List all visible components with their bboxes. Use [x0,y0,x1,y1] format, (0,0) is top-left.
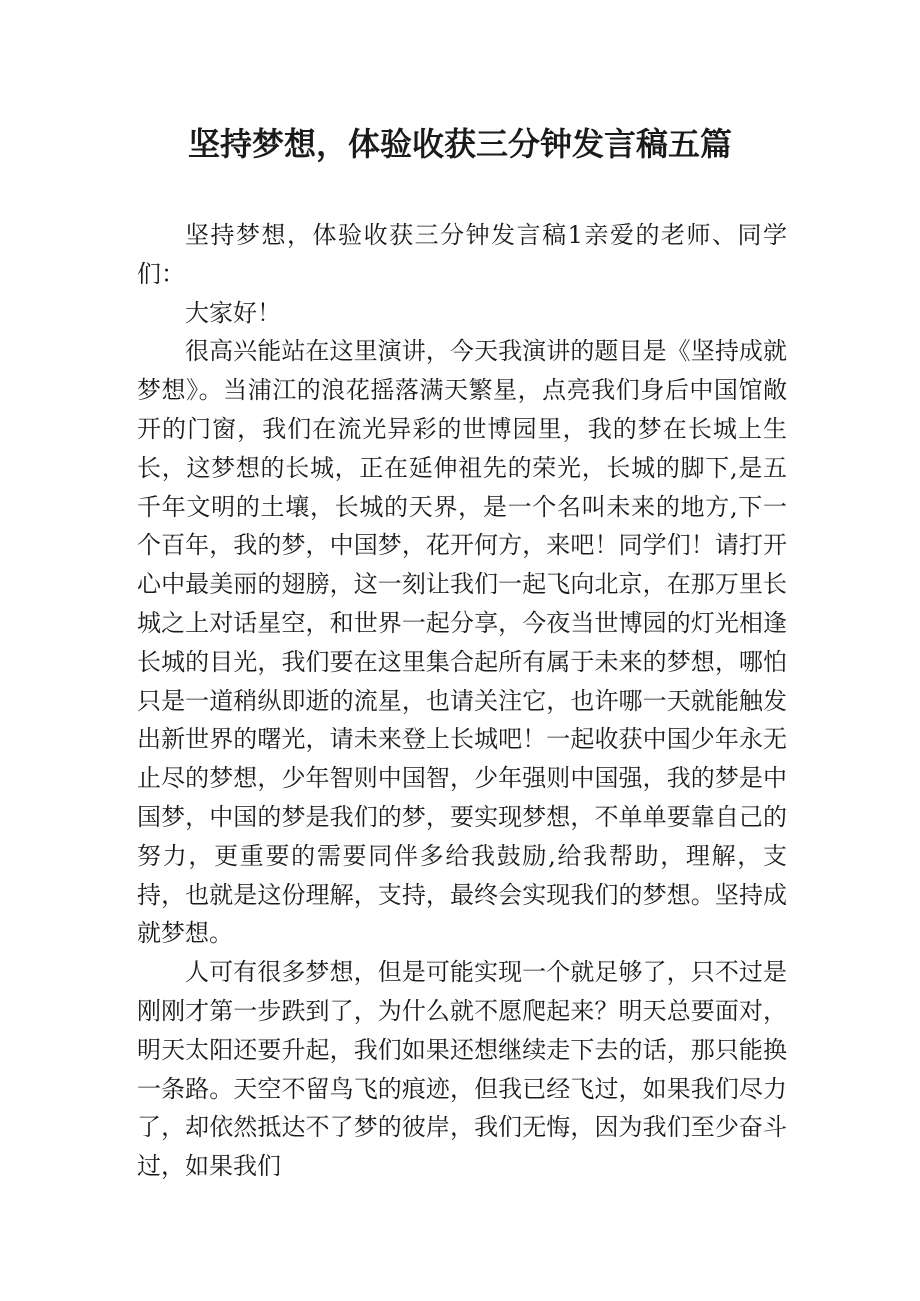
paragraph-intro: 坚持梦想，体验收获三分钟发言稿1亲爱的老师、同学们： [137,221,787,288]
document-body [137,216,787,1186]
paragraph-greeting: 大家好！ [185,298,281,327]
paragraph-speech: 很高兴能站在这里演讲，今天我演讲的题目是《坚持成就梦想》。当浦江的浪花摇落满天繁星，点亮我们身后中国馆敞开的门窗，我们在流光异彩的世博园里，我的梦在长城上生长，这梦想的长城，正在延伸祖先的荣光，长城的脚下,是五千年文明的土壤，长城的天界，是一个名叫未来的地方,下一个百年，我的梦，中国梦，花开何方，来吧！同学们！请打开心中最美丽的翅膀，这一刻让我们一起飞向北京，在那万里长城之上对话星空，和世界一起分享，今夜当世博园的灯光相逢长城的目光，我们要在这里集合起所有属于未来的梦想，哪怕只是一道稍纵即逝的流星，也请关注它，也许哪一天就能触发出新世界的曙光，请未来登上长城吧！一起收获中国少年永无止尽的梦想，少年智则中国智，少年强则中国强，我的梦是中国梦，中国的梦是我们的梦，要实现梦想，不单单要靠自己的努力，更重要的需要同伴多给我鼓励,给我帮助，理解，支持，也就是这份理解，支持，最终会实现我们的梦想。坚持成就梦想。 [137,337,787,948]
document-title: 坚持梦想，体验收获三分钟发言稿五篇 [187,125,732,163]
paragraph-dreams: 人可有很多梦想，但是可能实现一个就足够了，只不过是刚刚才第一步跌到了，为什么就不愿爬起来？明天总要面对，明天太阳还要升起，我们如果还想继续走下去的话，那只能换一条路。天空不留鸟飞的痕迹，但我已经飞过，如果我们尽力了，却依然抵达不了梦的彼岸，我们无悔，因为我们至少奋斗过，如果我们 [137,958,787,1181]
